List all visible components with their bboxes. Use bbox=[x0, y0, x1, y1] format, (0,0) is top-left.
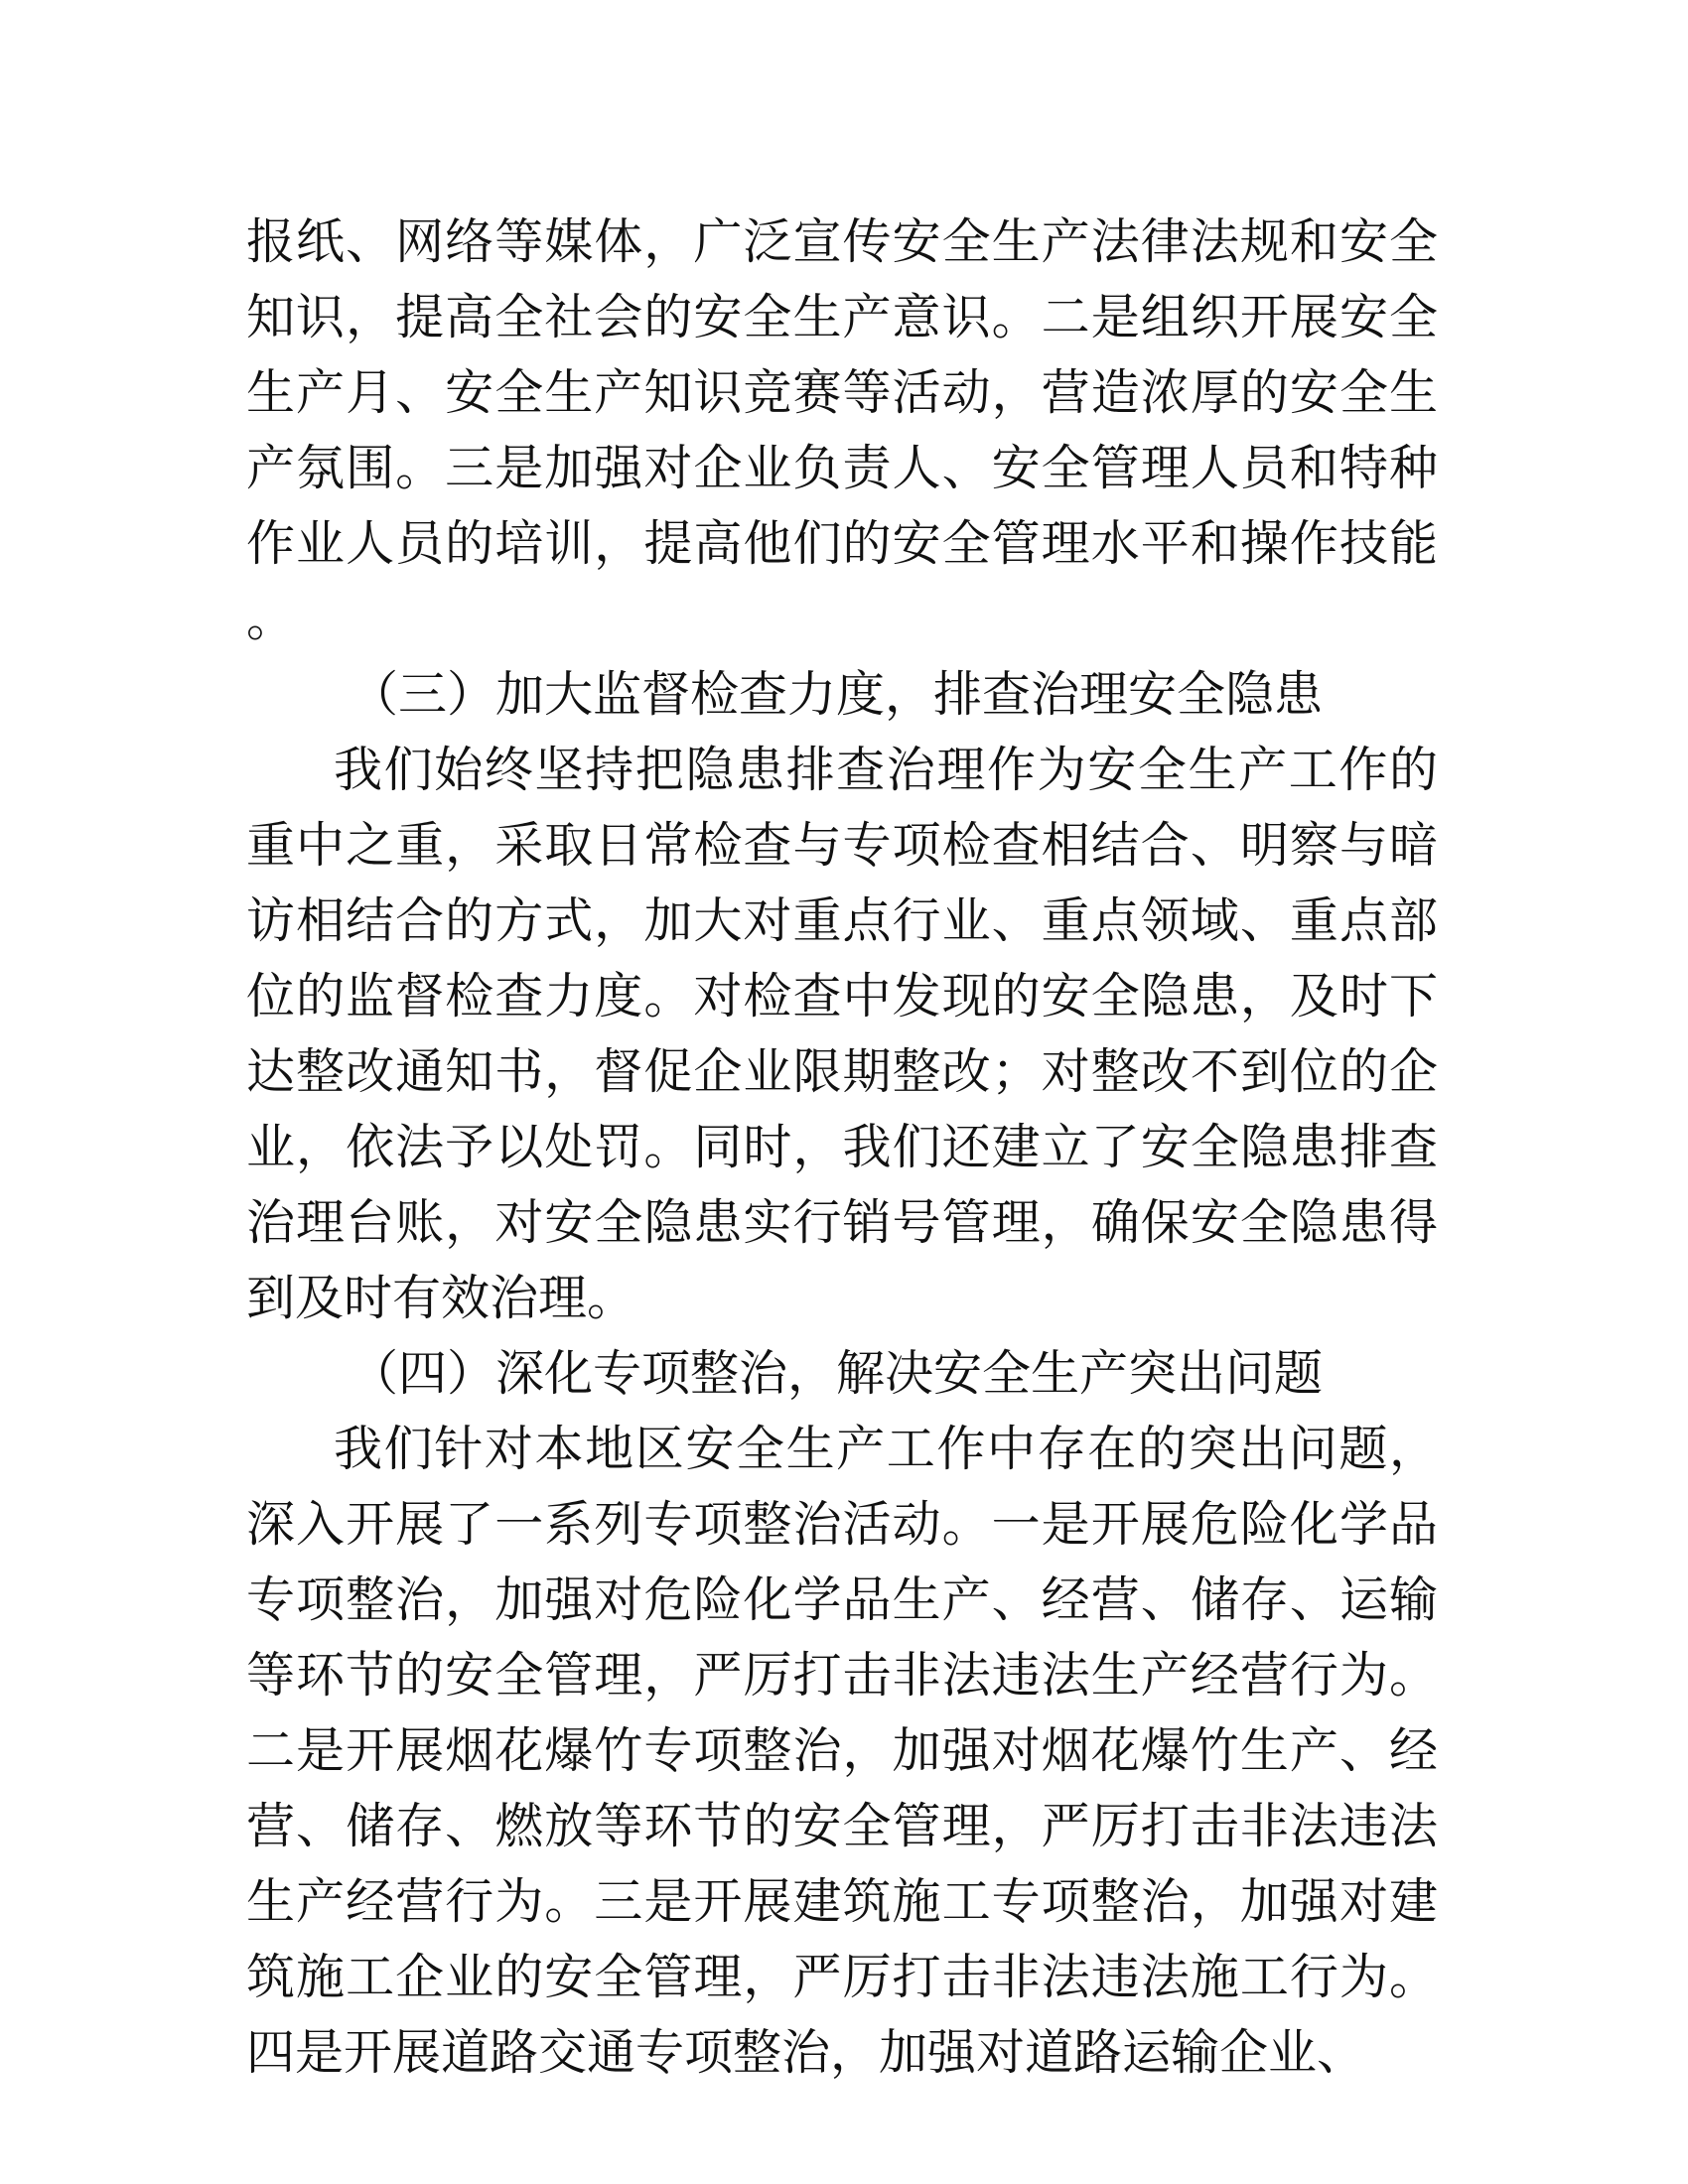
section-heading-4: （四）深化专项整治，解决安全生产突出问题 bbox=[350, 1345, 1324, 1402]
body-paragraph-1: 报纸、网络等媒体，广泛宣传安全生产法律法规和安全知识，提高全社会的安全生产意识。二是组织开展安全生产月、安全生产知识竞赛等活动，营造浓厚的安全生产氛围。三是加强对企业负责人、安全管理人员和特种作业人员的培训，提高他们的安全管理水平和操作技能。 bbox=[246, 213, 1438, 647]
section-heading-3: （三）加大监督检查力度，排查治理安全隐患 bbox=[350, 666, 1324, 723]
body-paragraph-2: 我们始终坚持把隐患排查治理作为安全生产工作的重中之重，采取日常检查与专项检查相结合、明察与暗访相结合的方式，加大对重点行业、重点领域、重点部位的监督检查力度。对检查中发现的安全隐患，及时下达整改通知书，督促企业限期整改；对整改不到位的企业，依法予以处罚。同时，我们还建立了安全隐患排查治理台账，对安全隐患实行销号管理，确保安全隐患得到及时有效治理。 bbox=[246, 742, 1438, 1326]
document-body bbox=[246, 205, 1438, 2091]
body-paragraph-3: 我们针对本地区安全生产工作中存在的突出问题，深入开展了一系列专项整治活动。一是开展危险化学品专项整治，加强对危险化学品生产、经营、储存、运输等环节的安全管理，严厉打击非法违法生产经营行为。二是开展烟花爆竹专项整治，加强对烟花爆竹生产、经营、储存、燃放等环节的安全管理，严厉打击非法违法生产经营行为。三是开展建筑施工专项整治，加强对建筑施工企业的安全管理，严厉打击非法违法施工行为。四是开展道路交通专项整治，加强对道路运输企业、 bbox=[246, 1421, 1438, 2081]
